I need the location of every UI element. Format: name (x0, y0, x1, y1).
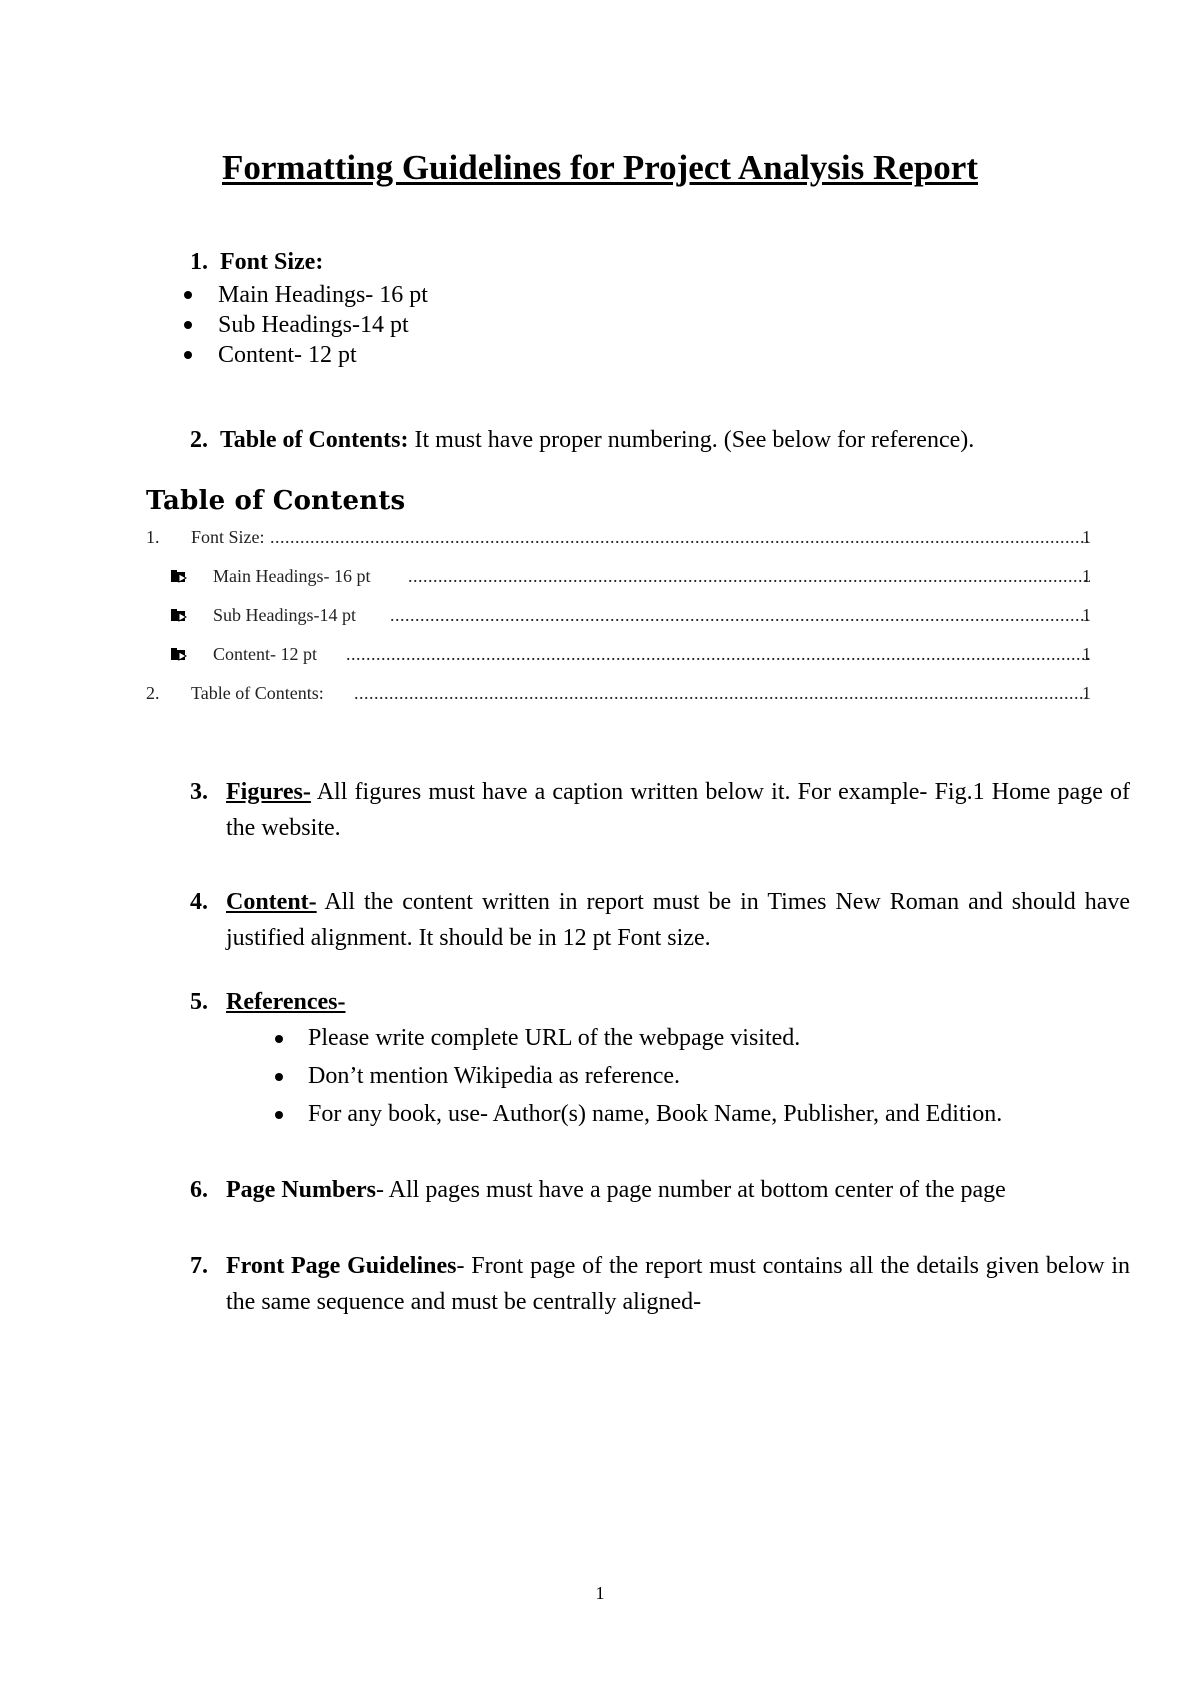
list-item: Sub Headings-14 pt (218, 312, 409, 338)
toc-entry[interactable] (0, 525, 1200, 549)
toc-entry[interactable] (0, 564, 1200, 588)
toc-entry-page: 1 (1082, 566, 1091, 586)
toc-leader (390, 603, 1090, 627)
section-heading-text: Font Size: (220, 249, 324, 275)
toc-entry-page: 1 (1082, 605, 1091, 625)
section-heading-text: Figures- (226, 779, 311, 805)
toc-entry-label: Table of Contents: (191, 683, 324, 703)
bullet-icon (184, 321, 192, 329)
bullet-icon (275, 1111, 283, 1119)
bullet-icon (275, 1035, 283, 1043)
section-number: 2. (190, 427, 208, 453)
section-number: 4. (190, 889, 208, 915)
section-7 (190, 1248, 1130, 1320)
section-body-text: - Front page of the report must contains all the details given below in the same sequence and must be centrally aligned- (226, 1253, 1130, 1315)
section-5-heading (190, 984, 345, 1020)
toc-entry-number: 2. (146, 683, 160, 703)
section-body-text: All the content written in report must be in Times New Roman and should have justified alignment. It should be in 12 pt Font size. (226, 889, 1130, 951)
toc-entry-number: 1. (146, 527, 160, 547)
toc-entry-label: Sub Headings-14 pt (213, 605, 356, 625)
list-item: For any book, use- Author(s) name, Book Name, Publisher, and Edition. (308, 1101, 1003, 1127)
section-body-text: All figures must have a caption written below it. For example- Fig.1 Home page of the website. (226, 779, 1130, 841)
toc-entry[interactable] (0, 681, 1200, 705)
section-heading-text: References- (226, 989, 346, 1015)
toc-leader (346, 642, 1090, 666)
section-heading-text: Front Page Guidelines (226, 1253, 457, 1279)
list-item: Content- 12 pt (218, 342, 357, 368)
section-heading-text: Content- (226, 889, 317, 915)
toc-entry[interactable] (0, 642, 1200, 666)
page-number: 1 (595, 1583, 605, 1603)
bullet-icon (275, 1073, 283, 1081)
list-item: Don’t mention Wikipedia as reference. (308, 1063, 681, 1089)
section-number: 5. (190, 989, 208, 1015)
toc-entry-label: Content- 12 pt (213, 644, 317, 664)
section-number: 6. (190, 1177, 208, 1203)
section-body-text: - All pages must have a page number at bottom center of the page (375, 1177, 1006, 1203)
section-4 (190, 884, 1130, 956)
section-3 (190, 774, 1130, 846)
toc-leader (270, 525, 1090, 549)
page-title: Formatting Guidelines for Project Analysis Report (222, 148, 978, 187)
section-number: 3. (190, 779, 208, 805)
section-1-heading (190, 244, 323, 280)
section-heading-text: Page Numbers (226, 1177, 376, 1203)
bullet-icon (184, 291, 192, 299)
toc-heading: Table of Contents (146, 486, 406, 516)
toc-entry-label: Font Size: (191, 527, 265, 547)
toc-entry[interactable] (0, 603, 1200, 627)
section-6 (190, 1172, 1130, 1208)
toc-entry-label: Main Headings- 16 pt (213, 566, 371, 586)
section-2 (190, 422, 974, 458)
arrow-bullet-icon (170, 647, 188, 661)
arrow-bullet-icon (170, 569, 188, 583)
bullet-icon (184, 351, 192, 359)
section-body-text: It must have proper numbering. (See below for reference). (408, 427, 975, 453)
section-number: 1. (190, 249, 208, 275)
toc-entry-page: 1 (1082, 644, 1091, 664)
section-number: 7. (190, 1253, 208, 1279)
section-heading-text: Table of Contents: (220, 427, 409, 453)
list-item: Please write complete URL of the webpage visited. (308, 1025, 801, 1051)
list-item: Main Headings- 16 pt (218, 282, 428, 308)
toc-leader (408, 564, 1090, 588)
toc-leader (354, 681, 1090, 705)
toc-entry-page: 1 (1082, 683, 1091, 703)
toc-entry-page: 1 (1082, 527, 1091, 547)
arrow-bullet-icon (170, 608, 188, 622)
